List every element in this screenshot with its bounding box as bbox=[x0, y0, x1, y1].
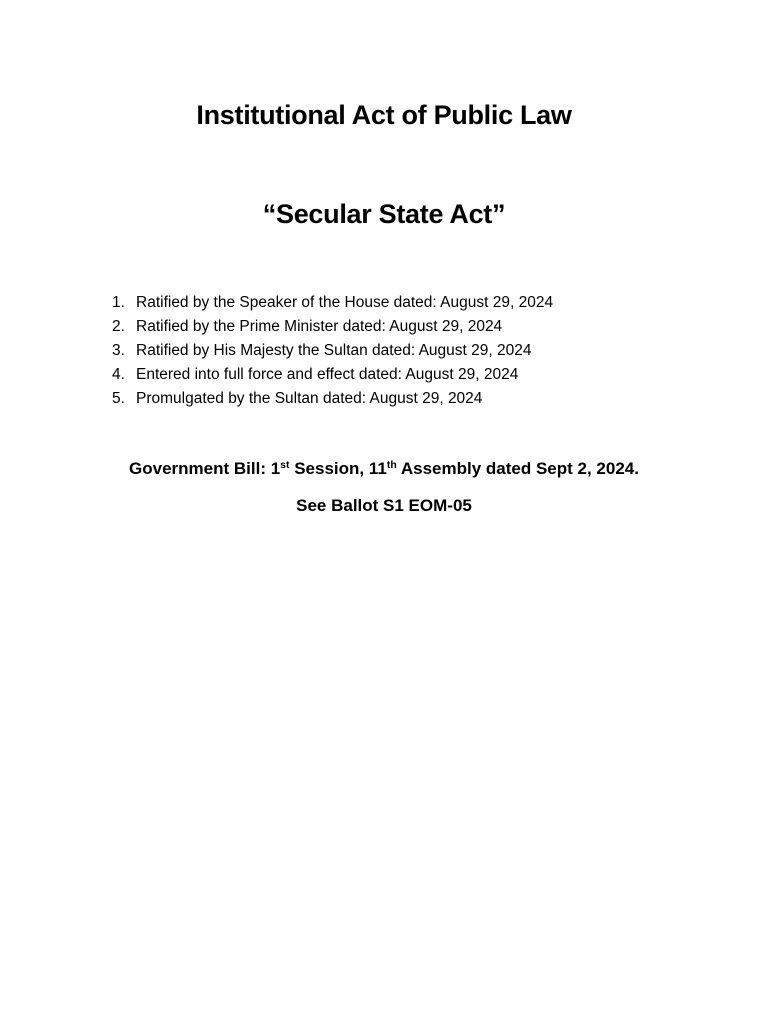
ratification-item bbox=[112, 339, 553, 363]
session-text: Session, 11 bbox=[289, 459, 387, 478]
ratification-list bbox=[112, 291, 553, 411]
ratification-item bbox=[112, 363, 553, 387]
list-number: 5. bbox=[112, 390, 125, 407]
government-bill-line bbox=[0, 457, 768, 481]
ratification-text: Ratified by the Prime Minister dated: August 29, 2024 bbox=[136, 318, 503, 335]
ratification-text: Ratified by the Speaker of the House dated: August 29, 2024 bbox=[136, 294, 554, 311]
ratification-item bbox=[112, 387, 553, 411]
ratification-item bbox=[112, 291, 553, 315]
assembly-text: Assembly dated Sept 2, 2024. bbox=[396, 459, 639, 478]
list-number: 1. bbox=[112, 294, 125, 311]
list-number: 3. bbox=[112, 342, 125, 359]
ratification-text: Ratified by His Majesty the Sultan dated: August 29, 2024 bbox=[136, 342, 532, 359]
list-number: 2. bbox=[112, 318, 125, 335]
session-ordinal-suffix: st bbox=[280, 459, 290, 471]
assembly-ordinal-suffix: th bbox=[386, 459, 397, 471]
ratification-text: Promulgated by the Sultan dated: August 29, 2024 bbox=[136, 390, 483, 407]
ratification-text: Entered into full force and effect dated: August 29, 2024 bbox=[136, 366, 519, 383]
ratification-item bbox=[112, 315, 553, 339]
list-number: 4. bbox=[112, 366, 125, 383]
government-bill-prefix: Government Bill: 1 bbox=[129, 459, 281, 478]
ballot-reference: See Ballot S1 EOM-05 bbox=[296, 496, 472, 515]
act-name: “Secular State Act” bbox=[262, 199, 506, 229]
document-title: Institutional Act of Public Law bbox=[196, 100, 572, 130]
